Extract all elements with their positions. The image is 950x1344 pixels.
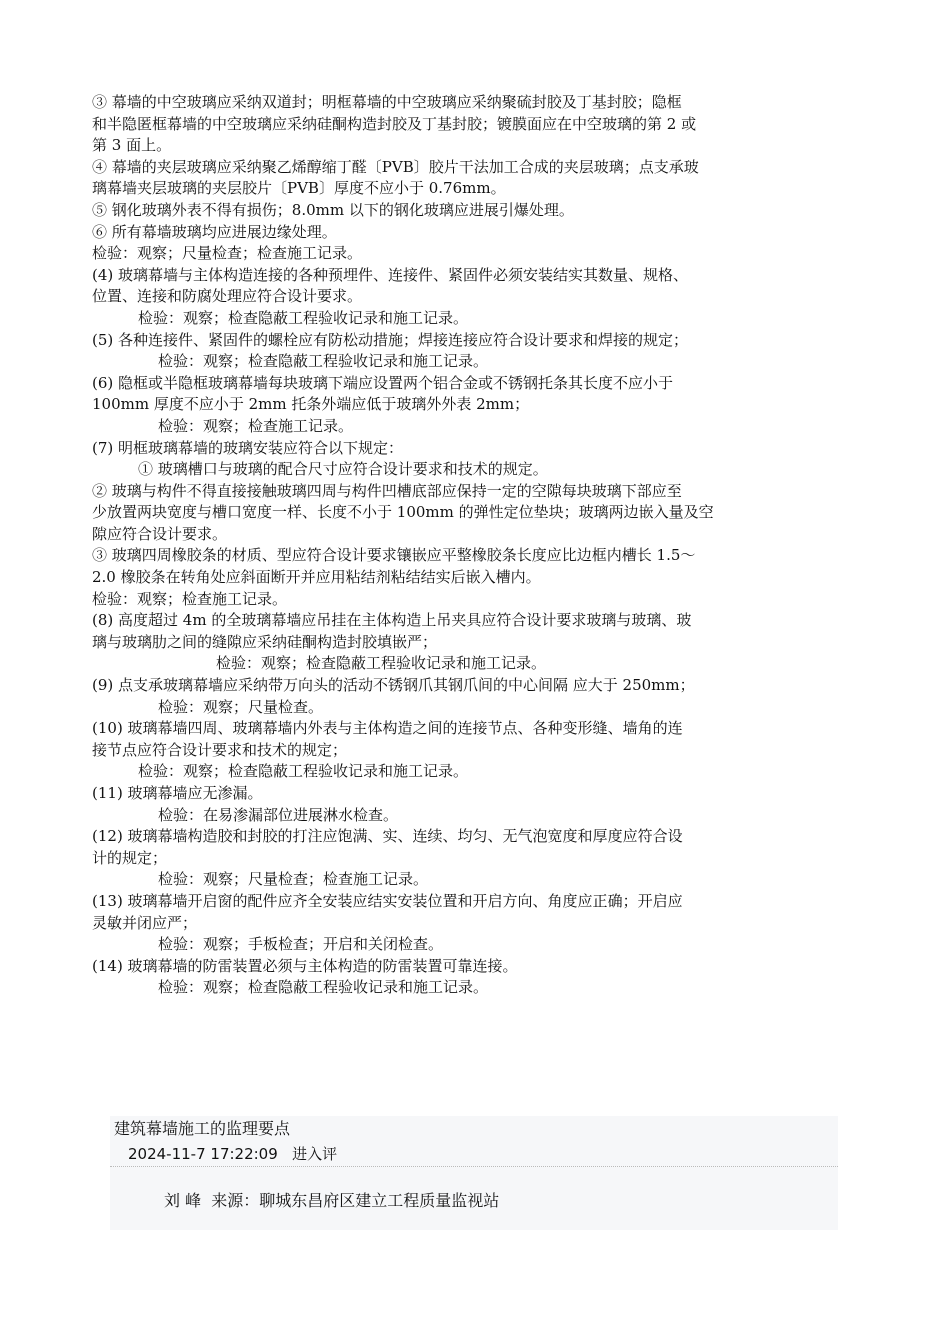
text-line: 位置、连接和防腐处理应符合设计要求。 (92, 287, 363, 306)
article-footer (110, 1116, 838, 1230)
text-line: (11) 玻璃幕墙应无渗漏。 (92, 784, 263, 802)
text-line: ① 玻璃槽口与玻璃的配合尺寸应符合设计要求和技术的规定。 (138, 460, 548, 479)
text-line: (9) 点支承玻璃幕墙应采纳带万向头的活动不锈钢爪其钢爪间的中心间隔 应大于 250mm； (92, 676, 695, 695)
text-line: ③ 玻璃四周橡胶条的材质、型应符合设计要求镶嵌应平整橡胶条长度应比边框内槽长 1.5～ (92, 546, 696, 565)
article-title: 建筑幕墙施工的监理要点 (114, 1119, 291, 1138)
inspection-line: 检验：观察；检查隐蔽工程验收记录和施工记录。 (158, 352, 489, 371)
text-line: 和半隐匿框幕墙的中空玻璃应采纳硅酮构造封胶及丁基封胶；镀膜面应在中空玻璃的第 2 或 (92, 114, 697, 133)
text-line: 接节点应符合设计要求和技术的规定； (92, 740, 348, 759)
text-line: ③ 幕墙的中空玻璃应采纳双道封；明框幕墙的中空玻璃应采纳聚硫封胶及丁基封胶；隐框 (92, 93, 682, 111)
text-line: (14) 玻璃幕墙的防雷装置必须与主体构造的防雷装置可靠连接。 (92, 956, 518, 975)
text-line: (12) 玻璃幕墙构造胶和封胶的打注应饱满、实、连续、均匀、无气泡宽度和厚度应符合设 (92, 827, 683, 846)
article-author-source: 刘 峰 来源：聊城东昌府区建立工程质量监视站 (164, 1191, 500, 1210)
inspection-line: 检验：观察；检查施工记录。 (92, 589, 288, 608)
text-line: ② 玻璃与构件不得直接接触玻璃四周与构件凹槽底部应保持一定的空隙每块玻璃下部应至 (92, 481, 682, 500)
article-meta: 2024-11-7 17:22:09 进入评 (128, 1145, 338, 1163)
text-line: 计的规定； (92, 848, 168, 867)
inspection-line: 检验：观察；检查隐蔽工程验收记录和施工记录。 (138, 762, 469, 781)
text-line: ⑤ 钢化玻璃外表不得有损伤；8.0mm 以下的钢化玻璃应进展引爆处理。 (92, 200, 574, 219)
text-line: 灵敏并闭应严； (92, 913, 198, 932)
text-line: (7) 明框玻璃幕墙的玻璃安装应符合以下规定： (92, 438, 404, 457)
text-line: 璃幕墙夹层玻璃的夹层胶片〔PVB〕厚度不应小于 0.76mm。 (92, 179, 506, 198)
text-line: ④ 幕墙的夹层玻璃应采纳聚乙烯醇缩丁醛〔PVB〕胶片干法加工合成的夹层玻璃；点支承玻 (92, 157, 699, 176)
text-line: (8) 高度超过 4m 的全玻璃幕墙应吊挂在主体构造上吊夹具应符合设计要求玻璃与玻璃、玻 (92, 611, 692, 630)
inspection-line: 检验：观察；手板检查；开启和关闭检查。 (158, 935, 444, 954)
inspection-line: 检验：观察；检查施工记录。 (158, 416, 354, 435)
document-body (92, 92, 862, 999)
text-line: 隙应符合设计要求。 (92, 524, 228, 543)
text-line: 2.0 橡胶条在转角处应斜面断开并应用粘结剂粘结结实后嵌入槽内。 (92, 568, 541, 587)
inspection-line: 检验：观察；尺量检查；检查施工记录。 (158, 870, 429, 889)
inspection-line: 检验：在易渗漏部位进展淋水检查。 (158, 805, 399, 824)
text-line: (5) 各种连接件、紧固件的螺栓应有防松动措施；焊接连接应符合设计要求和焊接的规定； (92, 330, 689, 349)
text-line: (13) 玻璃幕墙开启窗的配件应齐全安装应结实安装位置和开启方向、角度应正确；开启应 (92, 891, 683, 910)
inspection-line: 检验：观察；检查隐蔽工程验收记录和施工记录。 (216, 654, 547, 673)
text-line: (10) 玻璃幕墙四周、玻璃幕墙内外表与主体构造之间的连接节点、各种变形缝、墙角的连 (92, 719, 683, 738)
inspection-line: 检验：观察；检查隐蔽工程验收记录和施工记录。 (158, 978, 489, 997)
text-line: ⑥ 所有幕墙玻璃均应进展边缘处理。 (92, 222, 337, 241)
text-line: 100mm 厚度不应小于 2mm 托条外端应低于玻璃外外表 2mm； (92, 395, 530, 414)
dotted-divider (110, 1166, 838, 1167)
text-line: 第 3 面上。 (92, 136, 172, 155)
inspection-line: 检验：观察；尺量检查。 (158, 697, 324, 716)
text-line: (6) 隐框或半隐框玻璃幕墙每块玻璃下端应设置两个铝合金或不锈钢托条其长度不应小于 (92, 373, 674, 392)
text-line: 璃与玻璃肋之间的缝隙应采纳硅酮构造封胶填嵌严； (92, 632, 438, 651)
inspection-line: 检验：观察；尺量检查；检查施工记录。 (92, 244, 363, 263)
text-line: (4) 玻璃幕墙与主体构造连接的各种预埋件、连接件、紧固件必须安装结实其数量、规格、 (92, 265, 689, 284)
inspection-line: 检验：观察；检查隐蔽工程验收记录和施工记录。 (138, 308, 469, 327)
text-line: 少放置两块宽度与槽口宽度一样、长度不小于 100mm 的弹性定位垫块；玻璃两边嵌入量及空 (92, 503, 714, 522)
